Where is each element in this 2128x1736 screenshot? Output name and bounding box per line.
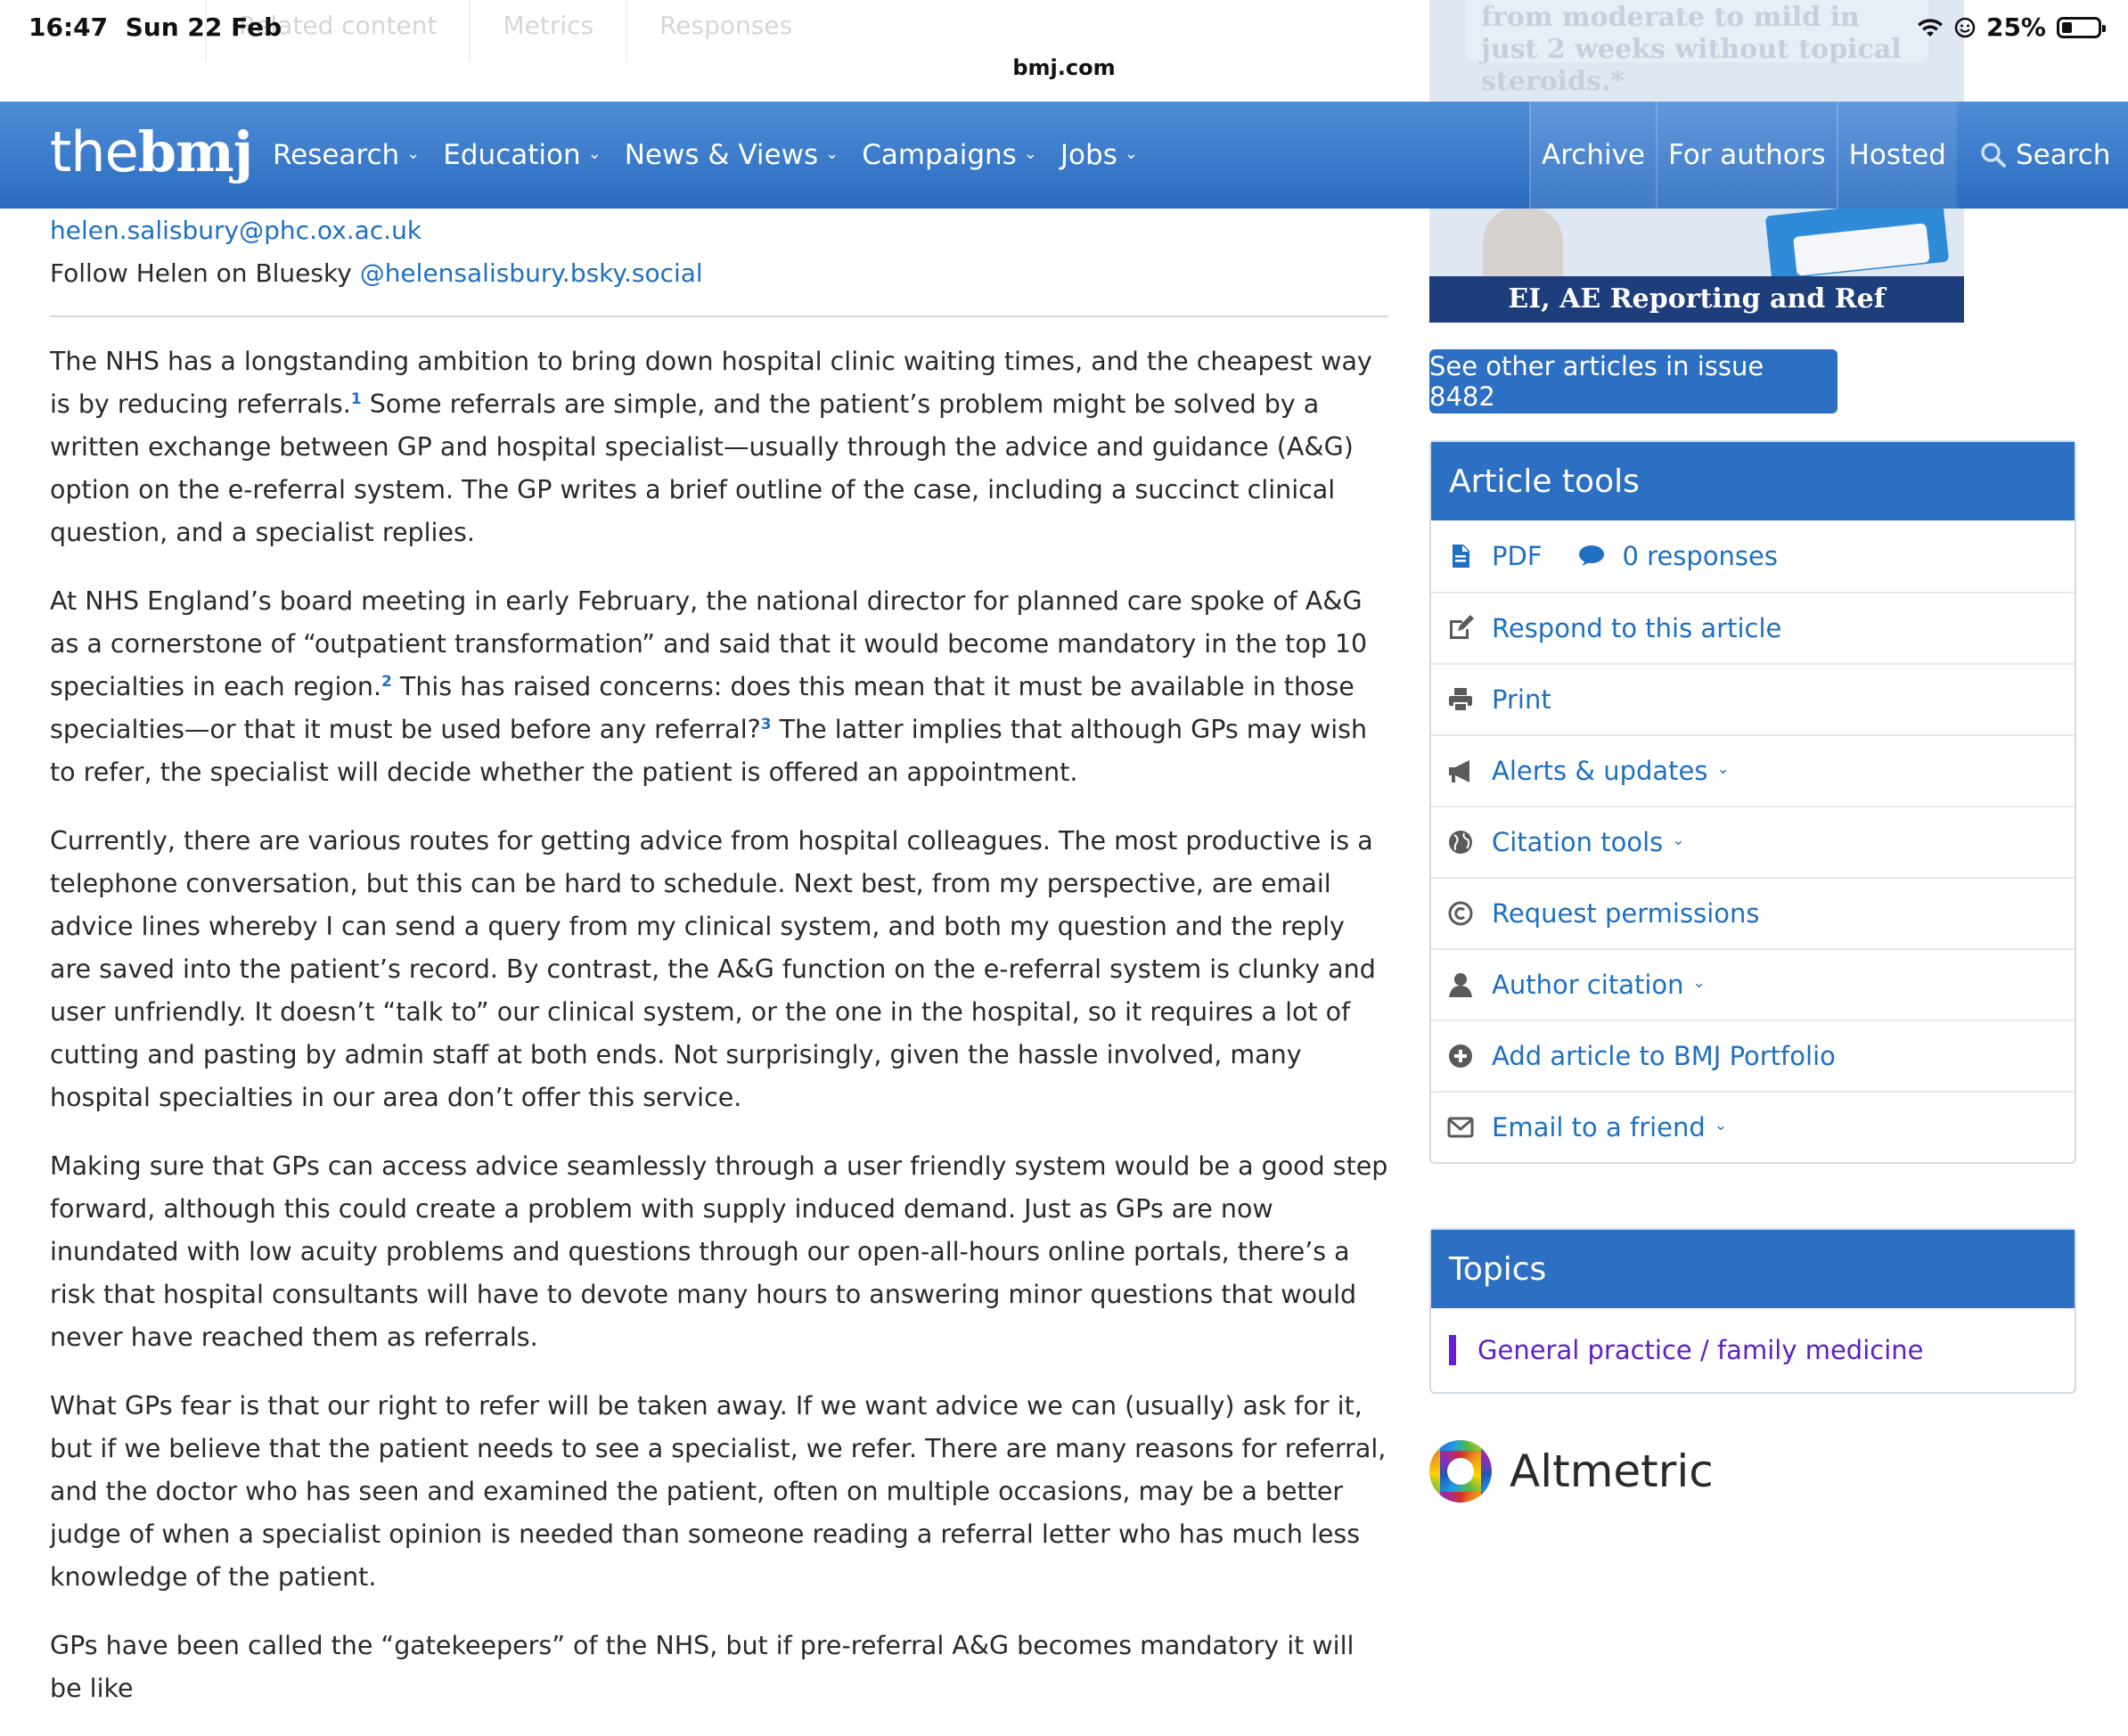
pdf-link[interactable]: PDF: [1492, 541, 1543, 571]
reference-link[interactable]: 3: [760, 716, 772, 733]
battery-percent: 25%: [1985, 12, 2046, 42]
ad-banner[interactable]: EI, AE Reporting and Ref: [1429, 276, 1964, 323]
chevron-down-icon: ⌄: [1672, 831, 1685, 849]
chevron-down-icon: ⌄: [1692, 974, 1706, 992]
paragraph-3: Currently, there are various routes for getting advice from hospital colleagues. The most productive is a telephone conversation, but this can be hard to schedule. Next best, from my perspective, are email advice lines whereby I can send a query from my clinical system, and both my question and the reply are saved into the patient’s record. By contrast, the A&G function on the e-referral system is clunky and user unfriendly. It doesn’t “talk to” our clinical system, or the one in the hospital, so it requires a lot of cutting and pasting by admin staff at both ends. Not surprisingly, given the hassle involved, many hospital specialties in our area don’t offer this service.: [50, 826, 1376, 1112]
ghost-tab-metrics: Metrics: [469, 0, 626, 62]
search-icon: [1980, 142, 2007, 168]
nav-education[interactable]: Education ⌄: [443, 139, 602, 171]
chevron-down-icon: ⌄: [1714, 1117, 1728, 1134]
tool-citation[interactable]: Citation tools ⌄: [1431, 806, 2075, 877]
add-circle-icon: [1447, 1043, 1474, 1069]
globe-icon: [1447, 829, 1474, 856]
nav-research[interactable]: Research ⌄: [273, 139, 421, 171]
comment-icon: [1578, 543, 1605, 569]
chevron-down-icon: ⌄: [1023, 143, 1037, 163]
paragraph-1: The NHS has a longstanding ambition to bring down hospital clinic waiting times, and the cheapest way is by reducing referrals.$^1$ Some referrals are simple, and the patient’s problem might be solved by a written exchange between GP and hospital specialist—usually through the advice and guidance (A&G) option on the e-referral system. The GP writes a brief outline of the case, including a succinct clinical question, and a specialist replies.: [50, 347, 1372, 547]
envelope-icon: [1447, 1114, 1474, 1141]
topic-link[interactable]: General practice / family medicine: [1431, 1308, 2075, 1392]
tool-respond[interactable]: Respond to this article: [1431, 592, 2075, 663]
address-url[interactable]: bmj.com: [1012, 55, 1116, 80]
nav-jobs[interactable]: Jobs ⌄: [1060, 139, 1138, 171]
author-email-link[interactable]: helen.salisbury@phc.ox.ac.uk: [50, 216, 422, 245]
chevron-down-icon: ⌄: [1124, 143, 1138, 163]
nav-primary: [273, 102, 1138, 209]
edit-icon: [1447, 615, 1474, 642]
bmj-logo[interactable]: thebmj: [50, 119, 253, 184]
topics-panel: [1429, 1228, 2076, 1394]
paragraph-5: What GPs fear is that our right to refer will be taken away. If we want advice we can (usually) ask for it, but if we believe that the patient needs to see a specialist, we refer. There are many reasons for referral, and the doctor who has seen and examined the patient, often on multiple occasions, may be a better judge of when a specialist opinion is needed than someone reading a referral letter who has much less knowledge of the patient.: [50, 1391, 1387, 1592]
reference-link[interactable]: 1: [350, 390, 362, 408]
tool-author-citation[interactable]: Author citation ⌄: [1431, 948, 2075, 1019]
tool-pdf-responses: [1431, 520, 2075, 592]
chevron-down-icon: ⌄: [587, 143, 602, 163]
bluesky-link[interactable]: @helensalisbury.bsky.social: [359, 258, 703, 288]
altmetric-title: Altmetric: [1510, 1445, 1714, 1497]
follow-line: Follow Helen on Bluesky @helensalisbury.bsky.social: [50, 258, 703, 288]
ad-photo: [1483, 207, 1563, 278]
chevron-down-icon: ⌄: [1716, 760, 1730, 778]
ghost-tab-responses: Responses: [626, 0, 824, 62]
nav-campaigns[interactable]: Campaigns ⌄: [862, 139, 1037, 171]
status-date: Sun 22 Feb: [125, 12, 282, 42]
nav-archive[interactable]: Archive: [1529, 102, 1656, 209]
status-time: 16:47 Sun 22 Feb: [29, 12, 282, 42]
wifi-icon: [1917, 17, 1944, 38]
topic-bar: [1449, 1335, 1456, 1365]
nav-for-authors[interactable]: For authors: [1656, 102, 1837, 209]
responses-link[interactable]: 0 responses: [1622, 541, 1778, 571]
nav-search[interactable]: Search: [1957, 102, 2122, 209]
article-tools-panel: [1429, 440, 2076, 1164]
tool-print[interactable]: Print: [1431, 663, 2075, 734]
altmetric-widget[interactable]: [1429, 1440, 1714, 1503]
reference-link[interactable]: 2: [381, 673, 392, 691]
tool-alerts[interactable]: Alerts & updates ⌄: [1431, 734, 2075, 806]
article-tools-title: Article tools: [1431, 442, 2075, 520]
tool-portfolio[interactable]: Add article to BMJ Portfolio: [1431, 1019, 2075, 1091]
ghost-tab-related: Related content: [205, 0, 469, 62]
ad-headline: from moderate to mild in just 2 weeks without topical steroids.*: [1465, 0, 1928, 62]
paragraph-2: At NHS England’s board meeting in early February, the national director for planned care spoke of A&G as a cornerstone of “outpatient transformation” and said that it would become mandatory in the top 10 specialties in each region.$^2$ This has raised concerns: does this mean that it must be available in those specialties—or that it must be used before any referral?$^3$ The latter implies that although GPs may wish to refer, the specialist will decide whether the patient is offered an appointment.: [50, 586, 1368, 787]
ghost-tabs: [205, 0, 824, 62]
paragraph-6: GPs have been called the “gatekeepers” of the NHS, but if pre-referral A&G becomes mandatory it will be like: [50, 1631, 1355, 1703]
topics-title: Topics: [1431, 1230, 2075, 1308]
altmetric-logo-icon: [1429, 1440, 1492, 1503]
divider: [50, 315, 1388, 317]
nav-hosted[interactable]: Hosted: [1837, 102, 1957, 209]
chevron-down-icon: ⌄: [825, 143, 839, 163]
main-navbar: [0, 102, 2128, 209]
print-icon: [1447, 686, 1474, 713]
nav-secondary: [1529, 102, 2121, 209]
copyright-icon: [1447, 900, 1474, 927]
tool-permissions[interactable]: Request permissions: [1431, 877, 2075, 948]
user-icon: [1447, 971, 1474, 998]
chevron-down-icon: ⌄: [406, 143, 421, 163]
nav-news-views[interactable]: News & Views ⌄: [624, 139, 839, 171]
see-other-articles-button[interactable]: See other articles in issue 8482: [1429, 349, 1837, 414]
status-indicators: [1917, 12, 2101, 42]
paragraph-4: Making sure that GPs can access advice seamlessly through a user friendly system would be a good step forward, although this could create a problem with supply induced demand. Just as GPs are now inundated with low acuity problems and questions through our open-all-hours online portals, there’s a risk that hospital consultants will have to devote many hours to answering minor questions that would never have reached them as referrals.: [50, 1151, 1388, 1352]
smiley-icon: [1954, 17, 1976, 38]
battery-icon: [2057, 17, 2101, 38]
article-body: [50, 340, 1388, 1736]
megaphone-icon: [1447, 757, 1474, 784]
tool-email[interactable]: Email to a friend ⌄: [1431, 1091, 2075, 1162]
pdf-file-icon: [1447, 543, 1474, 569]
